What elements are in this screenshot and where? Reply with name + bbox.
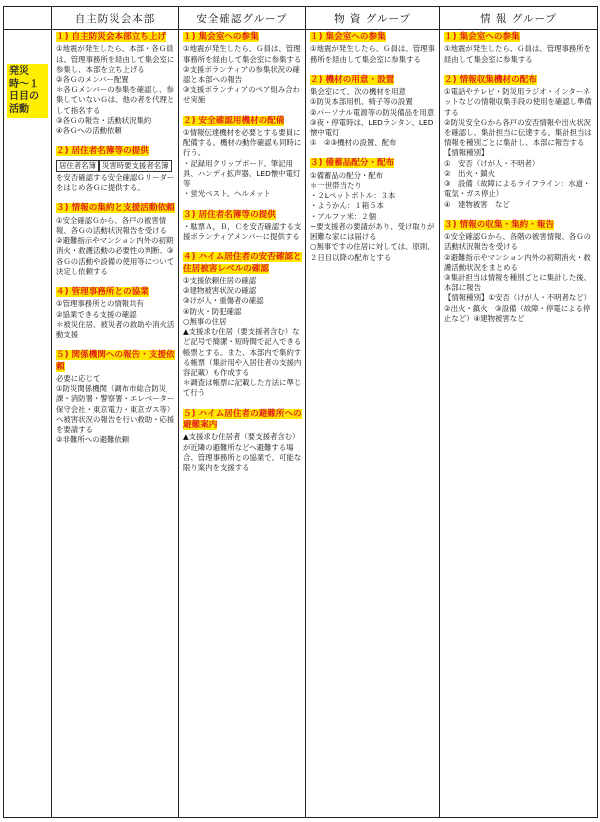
header-safety: 安全確認グループ	[179, 7, 306, 30]
section	[444, 32, 594, 65]
section-line: ・蛍光ベスト、ヘルメット	[183, 189, 271, 199]
section	[56, 287, 175, 340]
section-line: ＊被災住居、被災者の救助や消火活動支援	[56, 319, 175, 339]
section	[56, 146, 175, 193]
column-hq	[52, 30, 179, 818]
section	[310, 32, 436, 65]
section-line: ②支援ボランティアの参集状況の確認と本部への報告	[183, 64, 300, 84]
header-info: 情 報 グループ	[440, 7, 598, 30]
section	[444, 220, 594, 324]
section-line: 【情報種別】	[444, 148, 489, 158]
section-line: ○無事の住居	[183, 316, 227, 326]
section-title: １) 集会室への参集	[444, 32, 520, 42]
section-line: ③各Ｇの報告・活動状況集約	[56, 115, 152, 125]
section-line: ③夜・停電時は、LEDランタン、LED懐中電灯	[310, 117, 434, 137]
section-title: １) 集会室への参集	[183, 32, 259, 42]
section-line: ④ 建物被害 など	[444, 199, 510, 209]
section-line: ④防火・防犯確認	[183, 306, 242, 316]
section-line: を安否確認する安全確認Ｇリーダーをはじめ各Ｇに提供する。	[56, 172, 175, 193]
activity-table	[3, 6, 598, 818]
section-line: ①地震が発生したら、本部・各Ｇ員は、管理事務所を経由して集会室に参集し、本部を立ち上げる	[56, 44, 175, 74]
section-line: ①安全確認Ｇから、各戸の被害情報、各Ｇの活動状況報告を受ける	[56, 215, 167, 235]
section	[56, 350, 175, 445]
section-line: ▲支援求む住居者（要支援者含む）が近隣の避難所などへ避難する場合、管理事務所との協業で、可能な限り案内を支援する	[183, 432, 302, 472]
section-title: ３) 情報の収集・集約・報告	[444, 219, 555, 230]
section-line: ③ 設備（故障によるライフライン：水道・電気・ガス停止）	[444, 179, 591, 199]
section-line: ②各Ｇのメンバー配置	[56, 75, 129, 84]
section-line: ③けが人・重傷者の確認	[183, 296, 264, 306]
column-info	[440, 30, 598, 818]
section-line: ②協業できる支援の確認	[56, 309, 137, 319]
section-title: １) 集会室への参集	[310, 32, 386, 42]
section	[183, 409, 302, 474]
section-title: ２) 情報収集機材の配布	[444, 74, 537, 85]
column-safety	[179, 30, 306, 818]
section-title: ４) 管理事務所との協業	[56, 286, 149, 297]
header-row	[4, 7, 598, 30]
section-line: ・２Lペットボトル：３本	[310, 191, 396, 201]
boxed-term: 災害時要支援者名簿	[99, 160, 172, 172]
section-line: 集会室にて、次の機材を用意	[310, 87, 406, 97]
section	[56, 32, 175, 136]
section-title: １) 自主防災会本部立ち上げ	[56, 32, 167, 42]
section-line: ・記録用クリップボード、筆記用具、ハンディ拡声器、LED懐中電灯等	[183, 158, 301, 189]
section-line: ① ②③機材の設置、配布	[310, 138, 397, 148]
section-line: ・駄票Ａ，Ｂ，Ｃを安否確認する支援ボランティアメンバーに提供する	[183, 221, 302, 242]
section-line: ④各Ｇへの活動依頼	[56, 126, 122, 136]
section-line: ①防災関係機関（調布市総合防災課・消防署・警察署・エレベーター保守会社・東京電力・東京ガス等）へ被害状況の報告を行い救助・応援を要請する	[56, 384, 175, 434]
section-line: ②避難指示やマンション内外の初期消火・救護活動の必要性の判断、③各Ｇの活動や設備の使用等について決定し依頼する	[56, 236, 175, 276]
section-line: ② 出火・鎮火	[444, 168, 495, 178]
header-supplies: 物 資 グループ	[306, 7, 440, 30]
section-line: ②パーソナル電源等の防災備品を用意	[310, 107, 435, 117]
section-title: ４) ハイム居住者の安否確認と住居被害レベルの確認	[183, 252, 302, 274]
section-line: 必要に応じて	[56, 373, 101, 383]
section-title: ３) 備蓄品配分・配布	[310, 158, 395, 169]
phase-label: 発災時〜１日目の活動	[7, 64, 48, 118]
section-line: ・ようかん：１箱５本	[310, 201, 384, 211]
section	[56, 203, 175, 277]
section-title: ５) ハイム居住者の避難所への避難案内	[183, 408, 302, 430]
section-line: ①備蓄品の配分・配布	[310, 170, 384, 180]
section-title: ５) 関係機関への報告・支援依頼	[56, 350, 175, 372]
section	[183, 252, 302, 398]
section	[183, 210, 302, 243]
header-hq: 自主防災会本部	[52, 7, 179, 30]
header-empty	[4, 7, 52, 30]
section	[444, 75, 594, 210]
section-line: ・アルファ米：２個	[310, 211, 377, 221]
phase-cell	[4, 30, 52, 818]
column-supplies	[306, 30, 440, 818]
body-row	[4, 30, 598, 818]
section	[183, 116, 302, 200]
section-line: ①防災本部用机、椅子等の設置	[310, 97, 413, 107]
section-line: ＊調査は帳票に記載した方法に準じて行う	[183, 378, 302, 398]
section-line: ①管理事務所との情報共有	[56, 299, 144, 309]
section-line: ①支援依頼住居の確認	[183, 276, 257, 285]
section-line: 【情報種別】①安否（けが人・不明者など）②出火・鎮火 ③設備（故障・停電による停止など）④建物被害など	[444, 293, 592, 323]
boxed-term: 居住者名簿	[56, 160, 99, 172]
section-line: ②防災安全Ｇから各戸の安否情報や出火状況を確認し、集計担当に伝達する。集計担当は情報を種別ごとに集計し、本部に報告する	[444, 117, 592, 148]
section-title: ２) 機材の用意・設置	[310, 74, 395, 85]
section-title: ２) 居住者名簿等の提供	[56, 146, 149, 157]
section-line: ＊一世帯当たり	[310, 181, 362, 190]
section-title: ３) 情報の集約と支援活動依頼	[56, 203, 175, 214]
section	[183, 32, 302, 106]
section-line: ▲支援求む住居（要支援者含む）など記号で簡潔・短時間で記入できる帳票とする。また、本部内で集約する帳票（集計用や入居住者の支援内容記載）も作成する	[183, 327, 302, 377]
section	[310, 75, 436, 149]
section-line: ①安全確認Ｇから、各階の被害情報、各Ｇの活動状況報告を受ける	[444, 232, 592, 252]
section-line: ②非難所への避難依頼	[56, 435, 130, 445]
section-line: ③集計担当は情報を種別ごとに集計した後、本部に報告	[444, 272, 592, 293]
section-line: ○無事ですの住居に対しては、原則、２日目以降の配布とする	[310, 242, 435, 262]
section-line: ②建物被害状況の確認	[183, 286, 257, 296]
section-line: ①地震が発生したら、Ｇ員は、管理事務所を経由して集会室に参集する	[444, 44, 592, 64]
section-line: −要支援者の要請があり、受け取りが困難な家には届ける	[310, 221, 435, 242]
section-line: ＊各Ｇメンバーの参集を確認し、参集していないＧは、他の者を代理として指名する	[56, 85, 175, 115]
section-line: ①情報伝達機材を必要とする要員に配備する。機材の動作確認も同時に行う。	[183, 128, 302, 158]
section-line: ②避難指示やマンション内外の初期消火・救護活動状況をまとめる	[444, 252, 591, 272]
section-line: ①地震が発生したら、Ｇ員は、管理事務所を経由して集会室に参集する	[183, 44, 302, 64]
section-title: ２) 安全確認用機材の配備	[183, 115, 285, 126]
section-title: ３) 居住者名簿等の提供	[183, 209, 276, 220]
section-line: ③支援ボランティアのペア組み合わせ実施	[183, 85, 300, 105]
section	[310, 158, 436, 262]
section-line: ①電話やテレビ・防災用ラジオ・インターネットなどの情報収集手段の使用を確認し準備する	[444, 87, 592, 117]
section-line: ①地震が発生したら、Ｇ員は、管理事務所を経由して集会室に参集する	[310, 44, 435, 64]
section-line: ① 安否（けが人・不明者）	[444, 158, 540, 168]
